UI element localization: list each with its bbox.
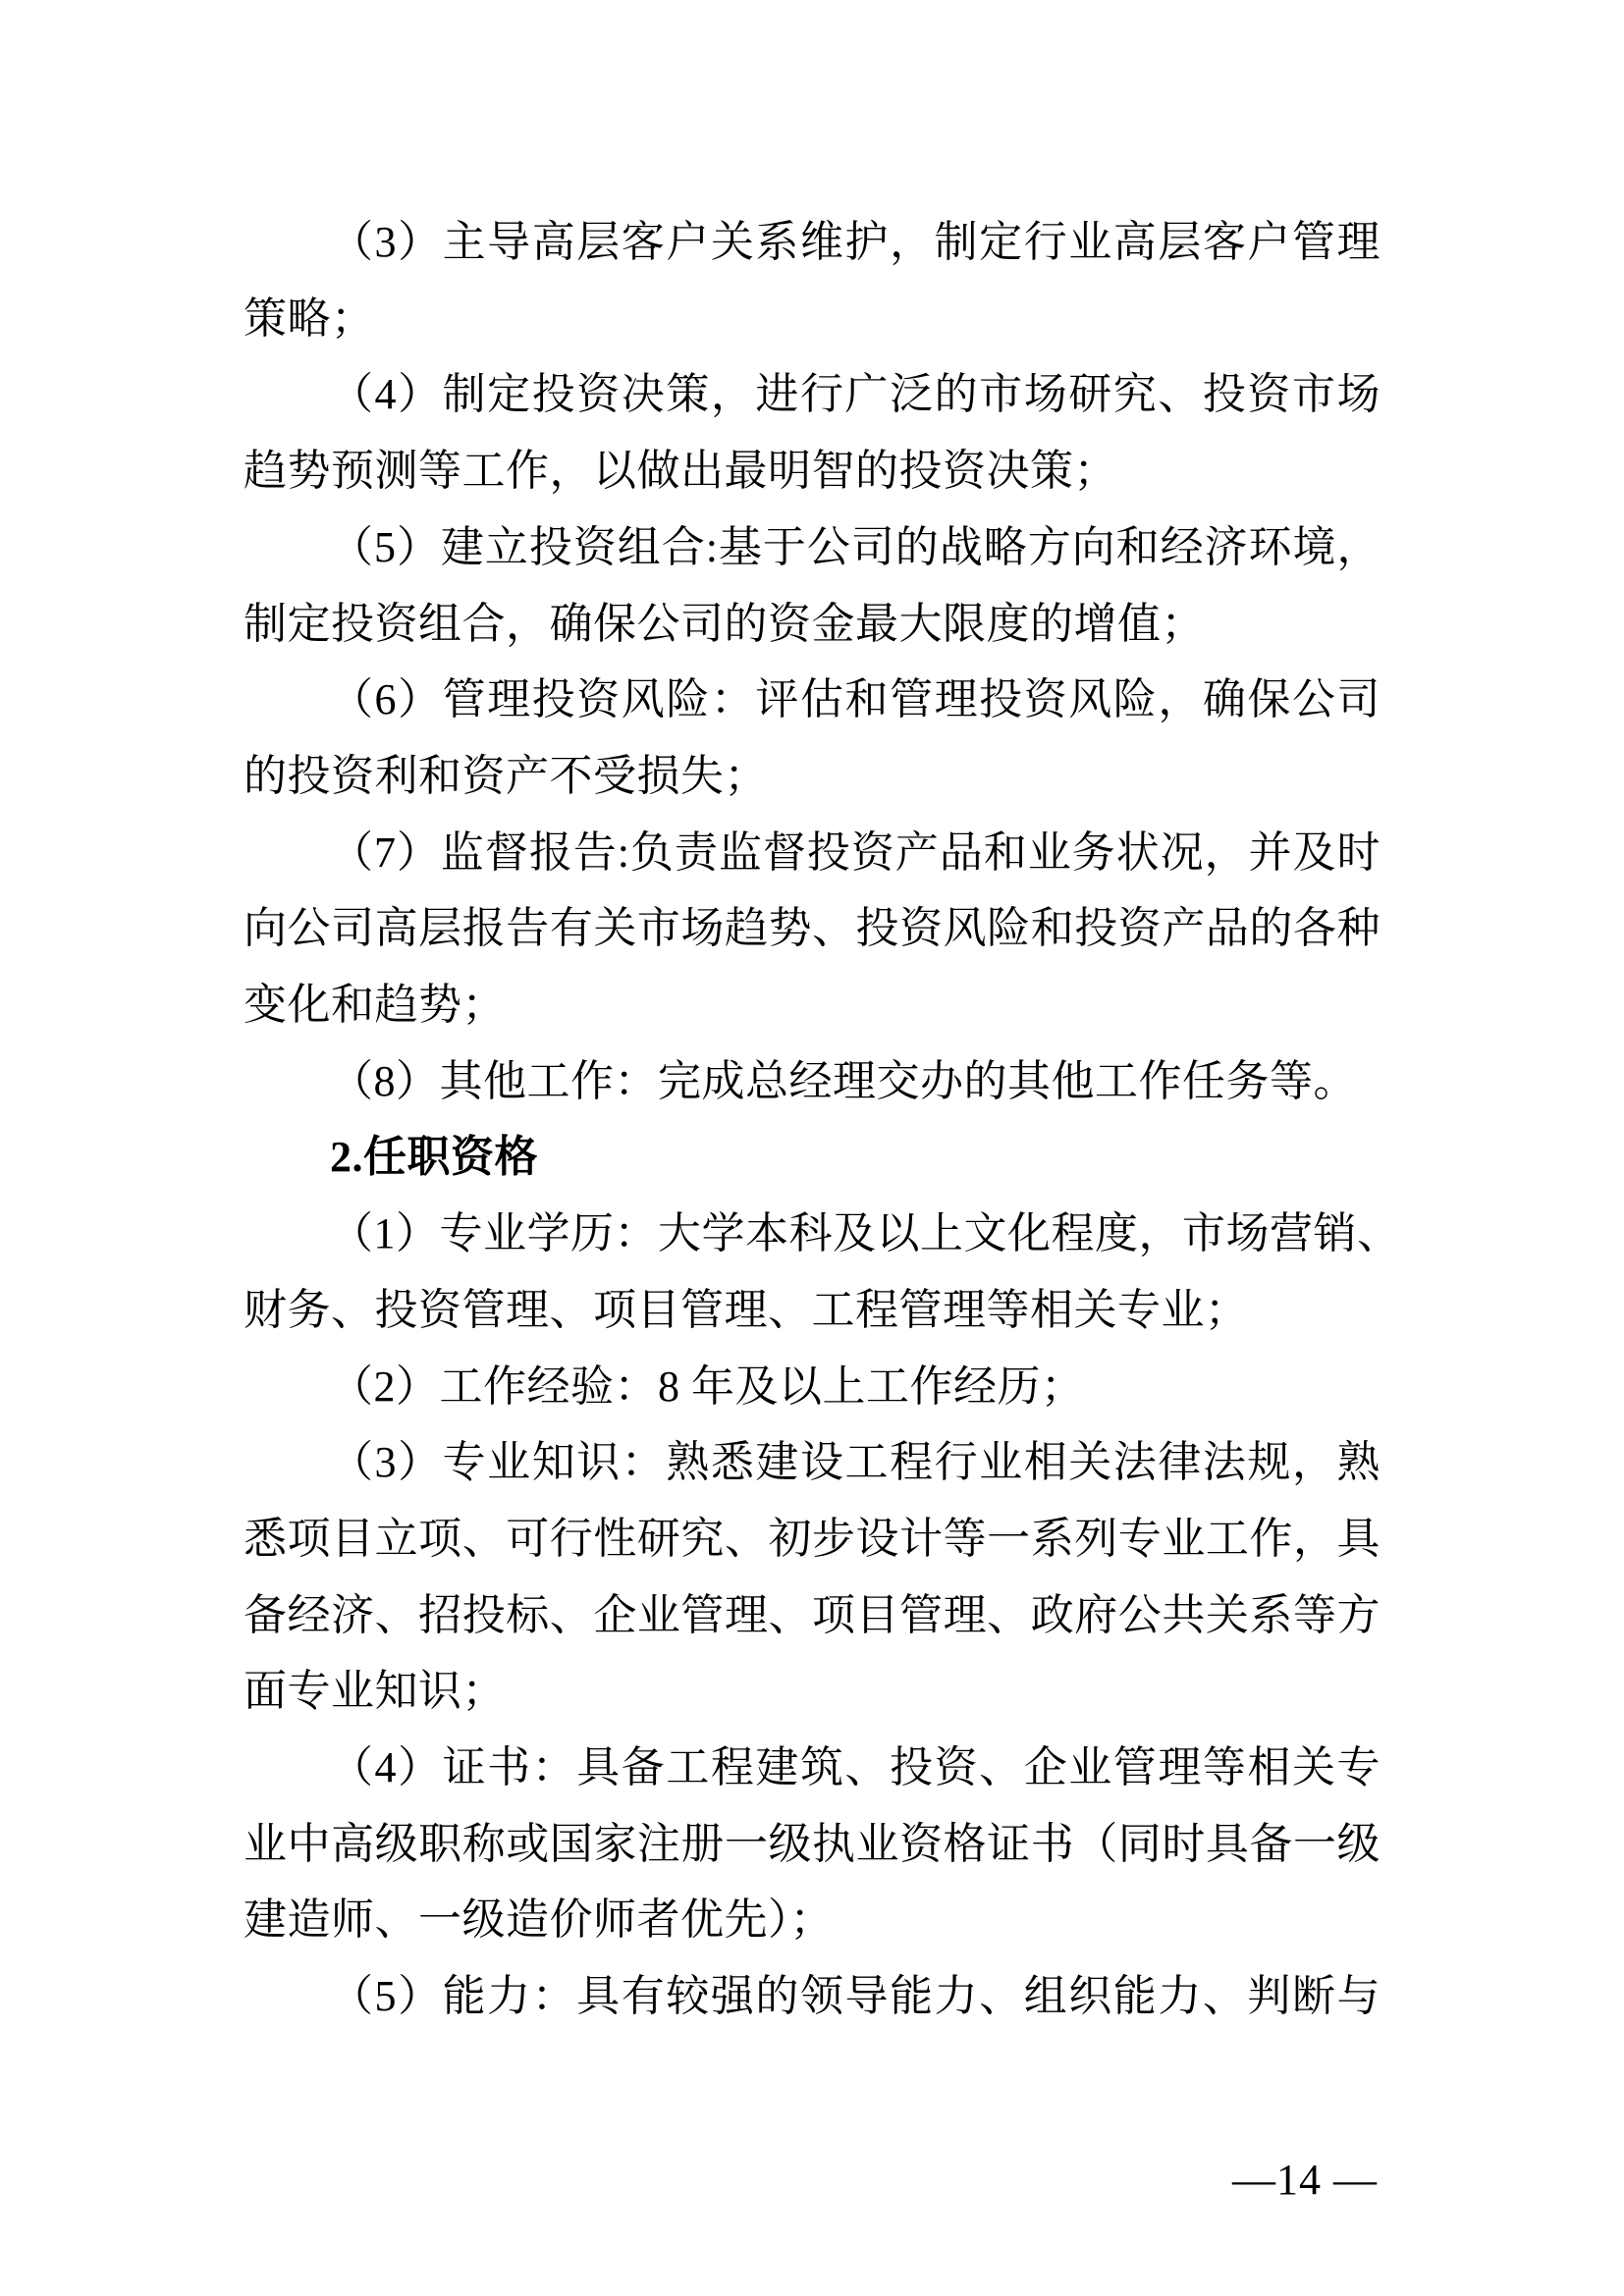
section-heading: 2.任职资格 <box>330 1133 538 1182</box>
text-line: （5）建立投资组合:基于公司的战略方向和经济环境， <box>330 522 1380 571</box>
text-line: 策略； <box>244 294 375 343</box>
document-body <box>244 204 1401 2035</box>
text-line: 趋势预测等工作，以做出最明智的投资决策； <box>244 447 1117 496</box>
text-line: （4）证书：具备工程建筑、投资、企业管理等相关专 <box>330 1743 1380 1792</box>
text-line: 面专业知识； <box>244 1667 506 1716</box>
text-line: 备经济、招投标、企业管理、项目管理、政府公共关系等方 <box>244 1590 1380 1639</box>
text-line: 悉项目立项、可行性研究、初步设计等一系列专业工作，具 <box>244 1514 1380 1563</box>
text-line: （5）能力：具有较强的领导能力、组织能力、判断与 <box>330 1972 1380 2021</box>
text-line: （7）监督报告:负责监督投资产品和业务状况，并及时 <box>330 828 1380 877</box>
page-number: —14 — <box>1232 2156 1378 2204</box>
text-line: 业中高级职称或国家注册一级执业资格证书（同时具备一级 <box>244 1819 1380 1868</box>
text-line: （1）专业学历：大学本科及以上文化程度，市场营销、 <box>330 1209 1401 1258</box>
text-line: 向公司高层报告有关市场趋势、投资风险和投资产品的各种 <box>244 904 1380 953</box>
text-line: （6）管理投资风险：评估和管理投资风险，确保公司 <box>330 675 1380 724</box>
text-line: （3）主导高层客户关系维护，制定行业高层客户管理 <box>330 218 1380 266</box>
text-line: 建造师、一级造价师者优先）； <box>244 1896 834 1945</box>
text-line: （3）专业知识：熟悉建设工程行业相关法律法规，熟 <box>330 1438 1380 1487</box>
text-line: （2）工作经验：8 年及以上工作经历； <box>330 1362 1085 1411</box>
text-line: （4）制定投资决策，进行广泛的市场研究、投资市场 <box>330 370 1380 419</box>
text-line: 财务、投资管理、项目管理、工程管理等相关专业； <box>244 1285 1249 1334</box>
text-line: 变化和趋势； <box>244 981 506 1030</box>
text-line: （8）其他工作：完成总经理交办的其他工作任务等。 <box>330 1056 1357 1105</box>
text-line: 制定投资组合，确保公司的资金最大限度的增值； <box>244 599 1205 648</box>
text-line: 的投资利和资产不受损失； <box>244 751 768 800</box>
